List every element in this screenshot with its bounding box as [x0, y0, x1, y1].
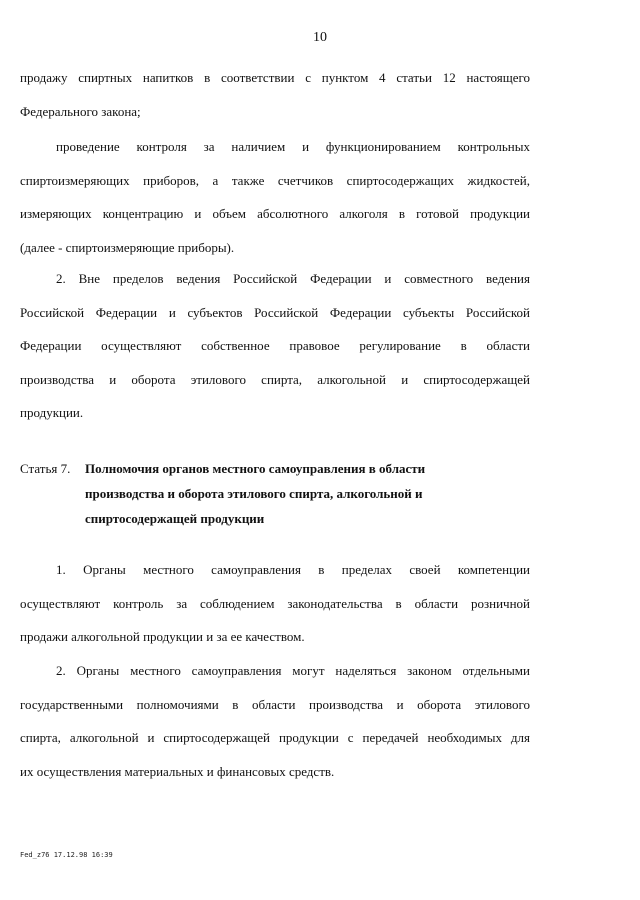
- text-line: их осуществления материальных и финансовых средств.: [20, 763, 335, 779]
- text-line: Российской Федерации и субъектов Российской Федерации субъекты Российской: [20, 304, 530, 320]
- paragraph-control: [20, 130, 530, 264]
- article-title-line: производства и оборота этилового спирта, алкогольной и: [85, 486, 423, 501]
- document-footer: Fed_z76 17.12.98 16:39: [20, 851, 113, 859]
- text-line: продажу спиртных напитков в соответствии с пунктом 4 статьи 12 настоящего: [20, 70, 530, 85]
- text-line: проведение контроля за наличием и функционированием контрольных: [56, 139, 530, 154]
- text-line: 1. Органы местного самоуправления в пределах своей компетенции: [56, 562, 530, 577]
- text-line: продукции.: [20, 405, 84, 420]
- text-line: 2. Вне пределов ведения Российской Федерации и совместного ведения: [56, 271, 530, 286]
- paragraph-continuation: [20, 61, 530, 128]
- text-line: Федерального закона;: [20, 103, 141, 119]
- text-line: продажи алкогольной продукции и за ее качеством.: [20, 629, 305, 644]
- article-paragraph-1: [20, 553, 530, 654]
- article-label: Статья 7.: [20, 461, 71, 476]
- text-line: 2. Органы местного самоуправления могут наделяться законом отдельными: [56, 663, 530, 678]
- text-line: Федерации осуществляют собственное правовое регулирование в области: [20, 338, 530, 353]
- text-line: осуществляют контроль за соблюдением законодательства в области розничной: [20, 595, 530, 611]
- article-title: [85, 456, 540, 531]
- text-line: измеряющих концентрацию и объем абсолютного алкоголя в готовой продукции: [20, 206, 530, 221]
- paragraph-regulation: [20, 262, 530, 430]
- text-line: спирта, алкогольной и спиртосодержащей продукции с передачей необходимых для: [20, 730, 530, 745]
- text-line: спиртоизмеряющих приборов, а также счетчиков спиртосодержащих жидкостей,: [20, 172, 530, 188]
- text-line: государственными полномочиями в области производства и оборота этилового: [20, 696, 530, 712]
- text-line: (далее - спиртоизмеряющие приборы).: [20, 239, 235, 255]
- article-title-line: спиртосодержащей продукции: [85, 511, 265, 526]
- article-title-line: Полномочия органов местного самоуправления в области: [85, 461, 426, 476]
- text-line: производства и оборота этилового спирта, алкогольной и спиртосодержащей: [20, 371, 530, 387]
- article-paragraph-2: [20, 654, 530, 788]
- page-number: 10: [313, 30, 327, 45]
